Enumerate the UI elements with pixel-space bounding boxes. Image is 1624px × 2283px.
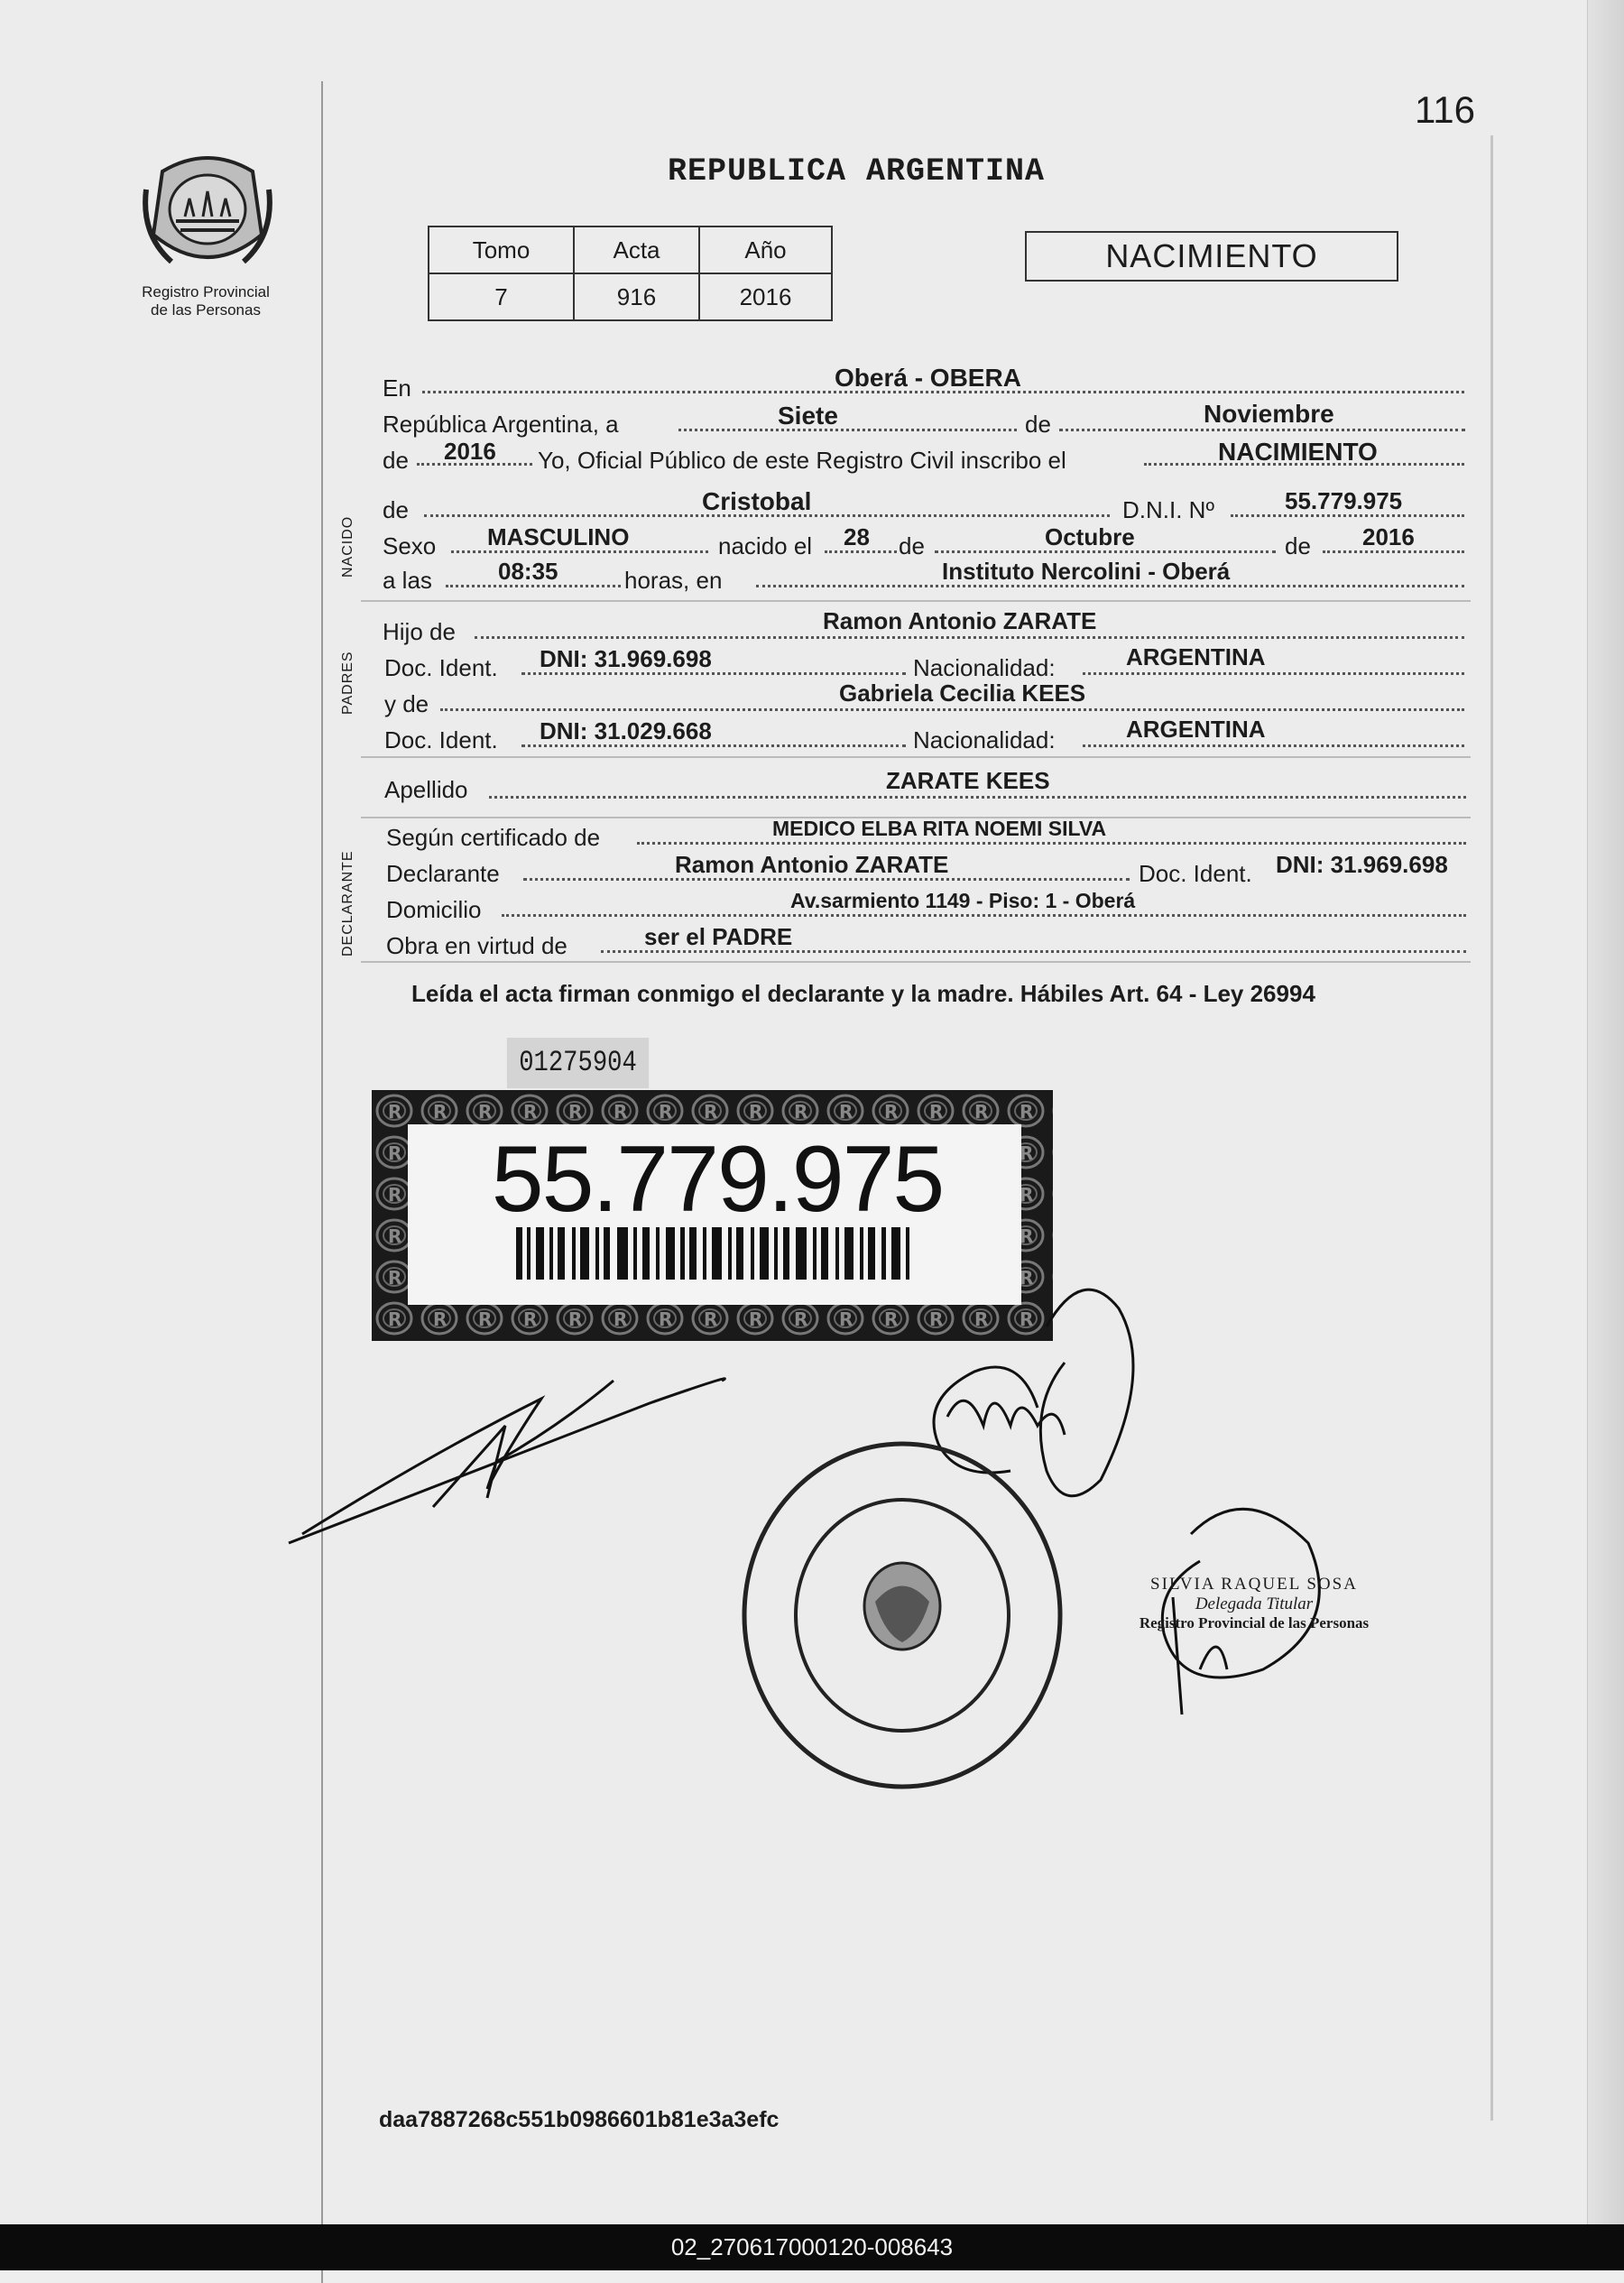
value-dia-inscripcion: Siete — [778, 402, 838, 430]
label-de: de — [1025, 411, 1051, 438]
side-label-declarante: DECLARANTE — [340, 850, 355, 957]
label-inscribo: Yo, Oficial Público de este Registro Civil inscribo el — [538, 447, 1066, 474]
leader-line — [1059, 429, 1465, 431]
label-obra: Obra en virtud de — [386, 932, 567, 959]
page-number: 116 — [1415, 88, 1475, 131]
table-value-row — [429, 273, 832, 320]
label-de-mes: de — [899, 532, 925, 559]
label-nacido-el: nacido el — [718, 532, 813, 559]
leader-line — [440, 708, 1464, 711]
value-padre: Ramon Antonio ZARATE — [823, 607, 1097, 634]
tomo-value: 7 — [429, 273, 574, 320]
value-hora: 08:35 — [498, 558, 558, 585]
leader-line — [637, 842, 1466, 845]
label-doc-ident-madre: Doc. Ident. — [384, 726, 498, 753]
label-segun: Según certificado de — [386, 824, 601, 851]
label-declarante: Declarante — [386, 860, 500, 887]
sticker-number: 55.779.975 — [491, 1127, 944, 1232]
table-header-acta: Acta — [574, 226, 699, 273]
leader-line — [489, 796, 1466, 799]
value-anio-inscripcion: 2016 — [444, 438, 496, 465]
value-madre: Gabriela Cecilia KEES — [839, 679, 1086, 707]
footer-id: 02_270617000120-008643 — [0, 2224, 1624, 2270]
value-mes-inscripcion: Noviembre — [1204, 400, 1334, 428]
document-title: REPUBLICA ARGENTINA — [668, 153, 1046, 189]
value-padre-doc: DNI: 31.969.698 — [540, 645, 712, 672]
side-label-padres: PADRES — [340, 651, 355, 715]
value-declarante-doc: DNI: 31.969.698 — [1276, 851, 1448, 878]
province-seal-logo — [135, 135, 280, 280]
record-table — [428, 226, 833, 321]
leader-line — [502, 914, 1466, 917]
document-hash: daa7887268c551b0986601b81e3a3efc — [379, 2107, 780, 2132]
leader-line — [1083, 672, 1464, 675]
document-type-box: NACIMIENTO — [1025, 231, 1398, 282]
label-horas-en: horas, en — [624, 567, 723, 594]
logo-caption: Registro Provincial de las Personas — [142, 283, 270, 319]
label-de-anio: de — [1285, 532, 1311, 559]
label-sexo: Sexo — [383, 532, 437, 559]
label-doc-ident-declarante: Doc. Ident. — [1139, 860, 1252, 887]
official-role: Delegada Titular — [1195, 1594, 1314, 1613]
closing-note: Leída el acta firman conmigo el declarante y la madre. Hábiles Art. 64 - Ley 26994 — [411, 980, 1315, 1007]
value-anio-nacimiento: 2016 — [1362, 523, 1415, 550]
label-y-de: y de — [384, 690, 429, 717]
declarant-signature — [289, 1379, 724, 1543]
label-apellido: Apellido — [384, 776, 468, 803]
label-de-year: de — [383, 447, 409, 474]
control-number: 01275904 — [507, 1038, 649, 1088]
official-office: Registro Provincial de las Personas — [1139, 1614, 1370, 1631]
value-nombre: Cristobal — [702, 487, 812, 515]
label-a-las: a las — [383, 567, 432, 594]
leader-line — [1083, 744, 1464, 747]
leader-line — [475, 636, 1464, 639]
label-republica: República Argentina, a — [383, 411, 619, 438]
official-signature — [934, 1289, 1133, 1496]
stamp-official-block — [1119, 1575, 1389, 1632]
value-padre-nacionalidad: ARGENTINA — [1126, 643, 1266, 670]
label-doc-ident-padre: Doc. Ident. — [384, 654, 498, 681]
value-dia-nacimiento: 28 — [844, 523, 870, 550]
value-dni: 55.779.975 — [1285, 487, 1403, 514]
value-obra-virtud: ser el PADRE — [644, 923, 793, 950]
leader-line — [678, 429, 1017, 431]
section-divider — [361, 961, 1471, 963]
margin-rule — [321, 81, 323, 2283]
paper-edge — [1587, 0, 1624, 2224]
table-header-tomo: Tomo — [429, 226, 574, 273]
side-label-nacido: NACIDO — [340, 515, 355, 578]
value-declarante: Ramon Antonio ZARATE — [675, 851, 949, 878]
label-en: En — [383, 374, 411, 402]
label-nacionalidad-madre: Nacionalidad: — [913, 726, 1056, 753]
table-header-anio: Año — [699, 226, 832, 273]
section-divider — [361, 756, 1471, 758]
value-madre-doc: DNI: 31.029.668 — [540, 717, 712, 744]
acta-value: 916 — [574, 273, 699, 320]
right-rule — [1490, 135, 1493, 2121]
value-lugar-nacimiento: Instituto Nercolini - Oberá — [942, 558, 1231, 585]
label-nacionalidad-padre: Nacionalidad: — [913, 654, 1056, 681]
value-sexo: MASCULINO — [487, 523, 630, 550]
official-name: SILVIA RAQUEL SOSA — [1150, 1575, 1358, 1594]
value-certificado: MEDICO ELBA RITA NOEMI SILVA — [772, 817, 1107, 840]
table-header-row — [429, 226, 832, 273]
value-tipo: NACIMIENTO — [1218, 438, 1378, 466]
value-domicilio: Av.sarmiento 1149 - Piso: 1 - Oberá — [790, 889, 1136, 912]
value-mes-nacimiento: Octubre — [1045, 523, 1135, 550]
value-madre-nacionalidad: ARGENTINA — [1126, 716, 1266, 743]
value-apellido: ZARATE KEES — [886, 767, 1050, 794]
label-hijo-de: Hijo de — [383, 618, 456, 645]
label-nombre-de: de — [383, 496, 409, 523]
signatures-and-stamp — [271, 1245, 1444, 1805]
section-divider — [361, 600, 1471, 602]
label-dni: D.N.I. Nº — [1122, 496, 1214, 523]
value-lugar: Oberá - OBERA — [835, 364, 1021, 392]
official-stamp — [744, 1444, 1060, 1787]
anio-value: 2016 — [699, 273, 832, 320]
label-domicilio: Domicilio — [386, 896, 482, 923]
